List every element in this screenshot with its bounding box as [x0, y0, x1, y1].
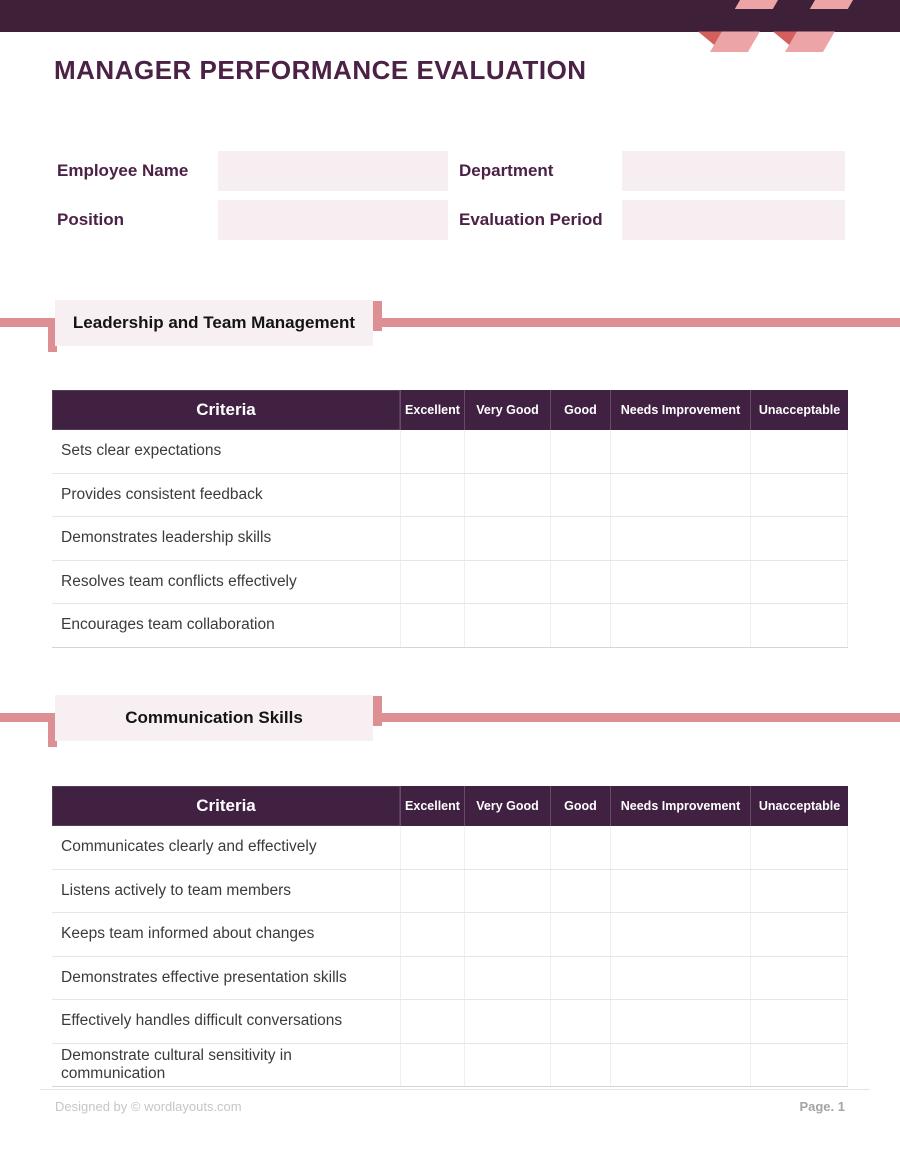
table-header-row	[52, 390, 848, 430]
section-title: Leadership and Team Management	[55, 300, 373, 346]
rating-cell-good[interactable]	[550, 1000, 610, 1043]
rating-cell-very-good[interactable]	[464, 913, 550, 956]
evaluation-period-label: Evaluation Period	[459, 210, 603, 229]
rating-cell-unacceptable[interactable]	[750, 517, 848, 560]
page-title: MANAGER PERFORMANCE EVALUATION	[54, 55, 587, 85]
table-row	[52, 1044, 848, 1088]
header-bar-overlay	[0, 9, 900, 32]
rating-cell-unacceptable[interactable]	[750, 913, 848, 956]
rating-cell-good[interactable]	[550, 604, 610, 647]
rating-cell-excellent[interactable]	[400, 1044, 464, 1087]
rating-cell-needs-improvement[interactable]	[610, 957, 750, 1000]
rating-cell-needs-improvement[interactable]	[610, 561, 750, 604]
rating-cell-excellent[interactable]	[400, 913, 464, 956]
criteria-text: Sets clear expectations	[61, 442, 222, 460]
employee-name-label: Employee Name	[57, 161, 189, 180]
criteria-column-header: Criteria	[52, 786, 400, 826]
ribbon-line-right	[382, 713, 900, 722]
column-header-excellent: Excellent	[400, 786, 464, 826]
rating-cell-excellent[interactable]	[400, 474, 464, 517]
rating-cell-unacceptable[interactable]	[750, 1044, 848, 1087]
section-title: Communication Skills	[55, 695, 373, 741]
rating-cell-unacceptable[interactable]	[750, 826, 848, 869]
rating-cell-unacceptable[interactable]	[750, 870, 848, 913]
rating-cell-needs-improvement[interactable]	[610, 913, 750, 956]
rating-cell-very-good[interactable]	[464, 870, 550, 913]
rating-cell-excellent[interactable]	[400, 604, 464, 647]
rating-cell-unacceptable[interactable]	[750, 561, 848, 604]
rating-cell-excellent[interactable]	[400, 430, 464, 473]
criteria-column-header: Criteria	[52, 390, 400, 430]
rating-cell-very-good[interactable]	[464, 561, 550, 604]
rating-cell-unacceptable[interactable]	[750, 957, 848, 1000]
position-label: Position	[57, 210, 125, 229]
column-header-good: Good	[550, 390, 610, 430]
column-header-good: Good	[550, 786, 610, 826]
rating-cell-excellent[interactable]	[400, 826, 464, 869]
table-row	[52, 826, 848, 870]
table-row	[52, 517, 848, 561]
rating-cell-good[interactable]	[550, 430, 610, 473]
rating-cell-good[interactable]	[550, 474, 610, 517]
employee-name-input[interactable]	[218, 151, 448, 191]
ribbon-line-right-vertical	[373, 696, 382, 726]
criteria-text: Demonstrates leadership skills	[61, 529, 272, 547]
rating-cell-good[interactable]	[550, 957, 610, 1000]
rating-cell-unacceptable[interactable]	[750, 430, 848, 473]
criteria-text: Effectively handles difficult conversations	[61, 1012, 343, 1030]
rating-cell-good[interactable]	[550, 913, 610, 956]
rating-cell-good[interactable]	[550, 1044, 610, 1087]
column-header-very-good: Very Good	[464, 390, 550, 430]
criteria-text: Listens actively to team members	[61, 881, 292, 899]
rating-cell-good[interactable]	[550, 517, 610, 560]
table-row	[52, 561, 848, 605]
position-input[interactable]	[218, 200, 448, 240]
rating-cell-excellent[interactable]	[400, 1000, 464, 1043]
table-header-row	[52, 786, 848, 826]
rating-cell-excellent[interactable]	[400, 870, 464, 913]
department-label: Department	[459, 161, 554, 180]
table-row	[52, 604, 848, 648]
communication-table	[52, 786, 848, 1087]
column-header-unacceptable: Unacceptable	[750, 786, 848, 826]
rating-cell-good[interactable]	[550, 870, 610, 913]
rating-cell-unacceptable[interactable]	[750, 474, 848, 517]
section-header-leadership	[0, 300, 900, 360]
rating-cell-very-good[interactable]	[464, 957, 550, 1000]
rating-cell-needs-improvement[interactable]	[610, 1000, 750, 1043]
rating-cell-good[interactable]	[550, 561, 610, 604]
top-accent-bar	[0, 0, 900, 54]
rating-cell-excellent[interactable]	[400, 561, 464, 604]
rating-cell-good[interactable]	[550, 826, 610, 869]
table-row	[52, 957, 848, 1001]
column-header-unacceptable: Unacceptable	[750, 390, 848, 430]
table-row	[52, 1000, 848, 1044]
page-number: Page. 1	[799, 1099, 845, 1114]
column-header-needs-improvement: Needs Improvement	[610, 390, 750, 430]
rating-cell-very-good[interactable]	[464, 517, 550, 560]
criteria-text: Demonstrates effective presentation skills	[61, 968, 347, 986]
rating-cell-excellent[interactable]	[400, 517, 464, 560]
footer-credit: Designed by © wordlayouts.com	[55, 1099, 242, 1114]
criteria-text: Communicates clearly and effectively	[61, 838, 317, 856]
rating-cell-very-good[interactable]	[464, 826, 550, 869]
department-input[interactable]	[622, 151, 845, 191]
rating-cell-needs-improvement[interactable]	[610, 430, 750, 473]
rating-cell-very-good[interactable]	[464, 1044, 550, 1087]
table-row	[52, 870, 848, 914]
ribbon-line-right	[382, 318, 900, 327]
criteria-text: Encourages team collaboration	[61, 616, 275, 634]
ribbon-line-right-vertical	[373, 301, 382, 331]
rating-cell-very-good[interactable]	[464, 1000, 550, 1043]
rating-cell-unacceptable[interactable]	[750, 604, 848, 647]
rating-cell-very-good[interactable]	[464, 604, 550, 647]
table-row	[52, 913, 848, 957]
section-header-communication	[0, 695, 900, 755]
rating-cell-needs-improvement[interactable]	[610, 517, 750, 560]
leadership-table	[52, 390, 848, 648]
criteria-text: Provides consistent feedback	[61, 485, 263, 503]
criteria-text: Demonstrate cultural sensitivity in communication	[61, 1046, 292, 1082]
table-row	[52, 430, 848, 474]
table-row	[52, 474, 848, 518]
evaluation-period-input[interactable]	[622, 200, 845, 240]
rating-cell-very-good[interactable]	[464, 430, 550, 473]
rating-cell-needs-improvement[interactable]	[610, 474, 750, 517]
column-header-very-good: Very Good	[464, 786, 550, 826]
footer-divider	[40, 1089, 870, 1090]
rating-cell-very-good[interactable]	[464, 474, 550, 517]
column-header-excellent: Excellent	[400, 390, 464, 430]
rating-cell-excellent[interactable]	[400, 957, 464, 1000]
column-header-needs-improvement: Needs Improvement	[610, 786, 750, 826]
criteria-text: Keeps team informed about changes	[61, 925, 315, 943]
criteria-text: Resolves team conflicts effectively	[61, 572, 297, 590]
rating-cell-unacceptable[interactable]	[750, 1000, 848, 1043]
rating-cell-needs-improvement[interactable]	[610, 870, 750, 913]
rating-cell-needs-improvement[interactable]	[610, 604, 750, 647]
rating-cell-needs-improvement[interactable]	[610, 826, 750, 869]
rating-cell-needs-improvement[interactable]	[610, 1044, 750, 1087]
